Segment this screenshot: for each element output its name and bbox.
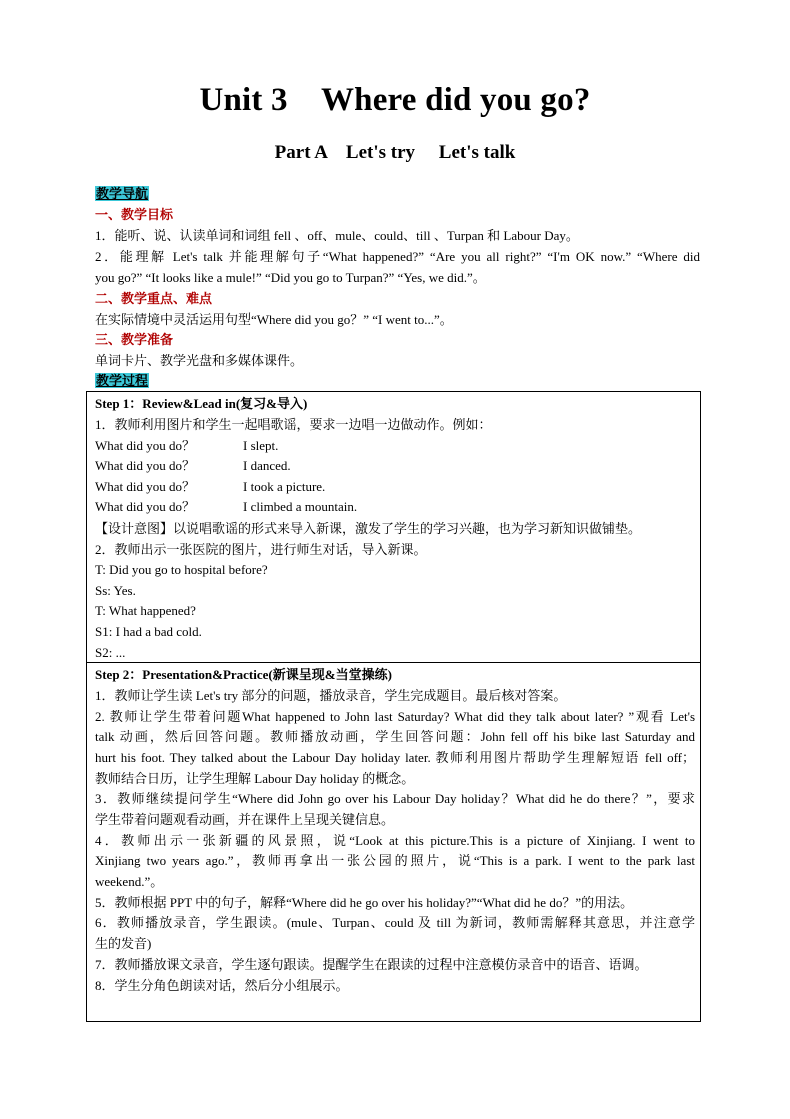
chant-answer: I slept. [243,438,279,453]
dialogue-line: T: What happened? [95,603,196,618]
part-subtitle: Part A Let's try Let's talk [274,142,516,163]
step2-title: Step 2：Presentation&Practice(新课呈现&当堂操练) [95,667,392,682]
chant-answer: I climbed a mountain. [243,499,358,514]
objectives-heading: 一、教学目标 [95,207,174,222]
step2-line: 7．教师播放课文录音，学生逐句跟读。提醒学生在跟读的过程中注意模仿录音中的语音、语调。 [95,957,648,972]
step2-line: 3．教师继续提问学生“Where did John go over his Labour Day holiday？What did he do there？”，要求 [95,791,695,806]
chant-line [95,497,695,518]
nav-label: 教学导航 [96,186,149,201]
step2-line: 生的发音) [95,936,152,951]
key-points-heading: 二、教学重点、难点 [95,291,213,306]
step2-line: talk 动画，然后回答问题。教师播放动画，学生回答问题：John fell off his bike last Saturday and [95,729,695,744]
step2-line: 4．教师出示一张新疆的风景照，说“Look at this picture.This is a picture of Xinjiang. I went to [95,833,695,848]
row-divider [87,662,700,663]
step2-line: hurt his foot. They talked about the Labour Day holiday later. 教师利用图片帮助学生理解短语 fell off； [95,750,695,765]
step2-line: 1．教师让学生读 Let's try 部分的问题，播放录音，学生完成题目。最后核对答案。 [95,688,567,703]
step1-title: Step 1：Review&Lead in(复习&导入) [95,396,308,411]
lesson-process-table [86,391,701,1022]
step1-intro: 1．教师利用图片和学生一起唱歌谣，要求一边唱一边做动作。例如： [95,417,492,432]
unit-title: Unit 3 Where did you go? [199,82,591,118]
step2-line: Xinjiang two years ago.”，教师再拿出一张公园的照片，说“This is a park. I went to the park last [95,853,695,868]
step2-line: 学生带着问题观看动画，并在课件上呈现关键信息。 [95,812,395,827]
objective-item-2-line-1: 2．能理解 Let's talk 并能理解句子“What happened?” “Are you all right?” “I'm OK now.” “Where did [95,249,700,264]
chant-line [95,436,695,457]
chant-answer: I danced. [243,458,291,473]
dialogue-line: Ss: Yes. [95,583,136,598]
step2-line: 2. 教师让学生带着问题What happened to John last Saturday? What did they talk about later? ”观看 Let's [95,709,695,724]
preparation-heading: 三、教学准备 [95,332,174,347]
chant-line [95,456,695,477]
process-label-line [95,371,700,392]
chant-line [95,477,695,498]
step2-line: weekend.”。 [95,874,164,889]
design-intent: 【设计意图】以说唱歌谣的形式来导入新课，激发了学生的学习兴趣，也为学习新知识做铺垫。 [95,521,642,536]
dialogue-line: S1: I had a bad cold. [95,624,202,639]
step1-item-2: 2．教师出示一张医院的图片，进行师生对话，导入新课。 [95,542,427,557]
objective-item-2-line-2: you go?” “It looks like a mule!” “Did you go to Turpan?” “Yes, we did.”。 [95,270,486,285]
chant-question: What did you do？ [95,479,196,494]
dialogue-line: T: Did you go to hospital before? [95,562,268,577]
chant-question: What did you do？ [95,458,196,473]
step2-line: 5．教师根据 PPT 中的句子，解释“Where did he go over his holiday?”“What did he do？”的用法。 [95,895,634,910]
preparation-text: 单词卡片、教学光盘和多媒体课件。 [95,353,304,368]
objective-item-1: 1．能听、说、认读单词和词组 fell 、off、mule、could、till 、Turpan 和 Labour Day。 [95,228,579,243]
chant-answer: I took a picture. [243,479,326,494]
dialogue-line: S2: ... [95,645,126,660]
process-label: 教学过程 [96,373,149,388]
step2-line: 教师结合日历，让学生理解 Labour Day holiday 的概念。 [95,771,415,786]
key-points-text: 在实际情境中灵活运用句型“Where did you go？” “I went to...”。 [95,312,453,327]
step2-line: 8．学生分角色朗读对话，然后分小组展示。 [95,978,349,993]
chant-question: What did you do？ [95,499,196,514]
nav-label-line [95,184,700,205]
step2-line: 6．教师播放录音，学生跟读。(mule、Turpan、could 及 till 为新词，教师需解释其意思，并注意学 [95,915,695,930]
chant-question: What did you do？ [95,438,196,453]
